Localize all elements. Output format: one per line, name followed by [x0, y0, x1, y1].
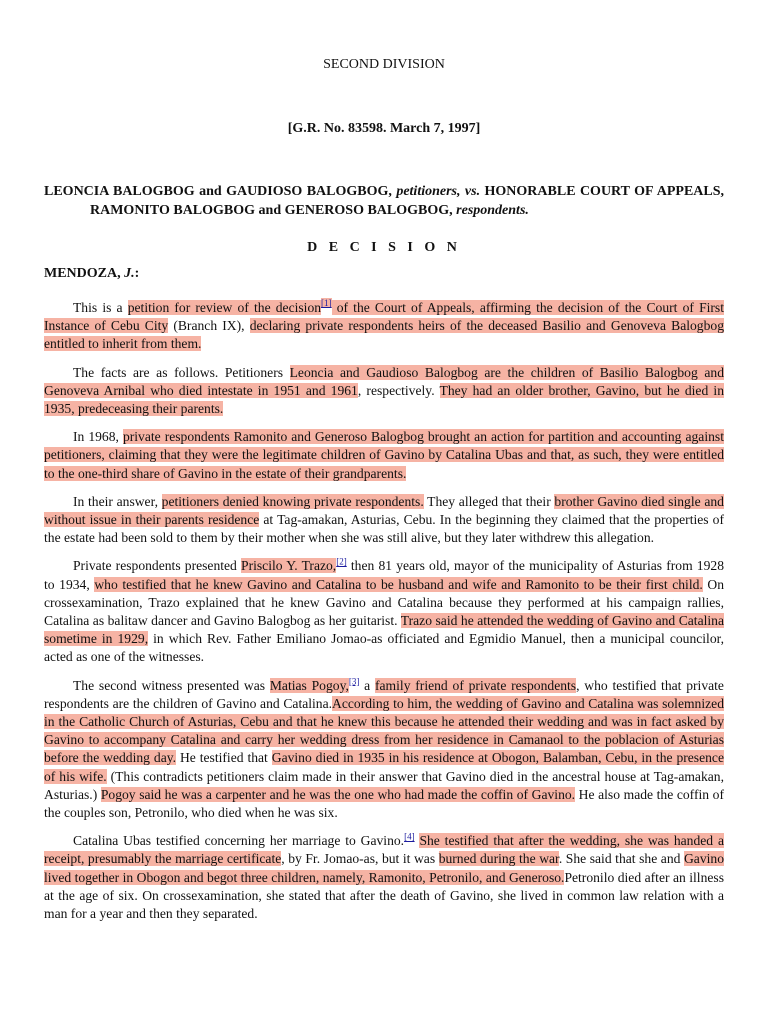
paragraph-text: On crossexamination, Trazo explained that he knew Gavino and Catalina because they performed at his campaign rallies, Catalina as balitaw dancer and Gavino Balogbog as her guitarist.: [44, 576, 724, 629]
petitioners-names: LEONCIA BALOGBOG and GAUDIOSO BALOGBOG,: [44, 184, 392, 199]
decision-heading: D E C I S I O N: [307, 240, 461, 255]
highlighted-text: Gavino died in 1935 in his residence at Obogon, Balamban, Cebu, in the presence of his wife.: [44, 750, 724, 784]
highlighted-text: According to him, the wedding of Gavino and Catalina was solemnized in the Catholic Church of Asturias, Cebu and that he knew this because he attended their wedding and was in fact asked by Gavino to accompany Catalina and carry her wedding dress from her residence in Camanaol to the poblacion of Asturias before the wedding day.: [44, 695, 724, 766]
decision-paragraph: [44, 428, 724, 483]
highlighted-text: Leoncia and Gaudioso Balogbog are the children of Basilio Balogbog and Genoveva Arnibal who died intestate in 1951 and 1961: [44, 364, 724, 398]
highlighted-text: burned during the war: [438, 851, 559, 867]
paragraph-text: (Branch IX),: [168, 318, 250, 334]
highlighted-text: family friend of private respondents: [375, 677, 577, 693]
paragraph-text: In their answer,: [73, 493, 162, 509]
paragraph-text: The second witness presented was: [73, 677, 270, 693]
case-number: [G.R. No. 83598. March 7, 1997]: [287, 121, 481, 136]
footnote-link[interactable]: [4]: [404, 831, 415, 842]
paragraph-text: , by Fr. Jomao-as, but it was: [281, 851, 439, 867]
paragraph-text: , respectively.: [357, 382, 440, 398]
petitioners-role: petitioners,: [396, 184, 461, 199]
document-page: [44, 54, 724, 923]
ponente: [44, 264, 724, 284]
paragraph-text: Private respondents presented: [73, 558, 242, 574]
decision-paragraph: [44, 299, 724, 354]
paragraph-text: In 1968,: [73, 429, 123, 445]
footnote-link[interactable]: [3]: [348, 676, 360, 687]
ponente-name: MENDOZA,: [44, 266, 121, 281]
paragraph-text: He also made the coffin of the couples son, Petronilo, who died when he was six.: [44, 786, 724, 821]
paragraph-text: Catalina Ubas testified concerning her marriage to Gavino.: [73, 833, 405, 849]
highlighted-text: Matias Pogoy,: [269, 677, 349, 693]
highlighted-text: Priscilo Y. Trazo,: [241, 558, 337, 574]
decision-paragraph: [44, 677, 724, 823]
versus-label: vs.: [464, 184, 481, 199]
highlighted-text: petition for review of the decision: [127, 300, 322, 315]
highlighted-text: Trazo said he attended the wedding of Gavino and Catalina sometime in 1929,: [44, 613, 724, 647]
paragraph-text: They alleged that their: [423, 493, 555, 509]
paragraph-text: This is a: [73, 300, 128, 315]
highlighted-text: Gavino lived together in Obogon and begot three children, namely, Ramonito, Petronilo, and Generoso.: [44, 851, 725, 885]
footnote-link[interactable]: [1]: [321, 298, 332, 309]
highlighted-text: private respondents Ramonito and Generoso Balogbog brought an action for partition and accounting against petitioners, claiming that they were the legitimate children of Gavino by Catalina Ubas and that, as such, they were entitled to the one-third share of Gavino in the estate of their grandparents.: [44, 429, 724, 481]
paragraph-text: in which Rev. Father Emiliano Jomao-as officiated and Egmidio Manuel, then a municipal councilor, acted as one of the witnesses.: [44, 631, 725, 665]
decision-body: [44, 299, 724, 923]
highlighted-text: She testified that after the wedding, she was handed a receipt, presumably the marriage certificate: [44, 833, 724, 867]
decision-paragraph: [44, 493, 724, 548]
paragraph-text: a: [359, 677, 375, 693]
highlighted-text: who testified that he knew Gavino and Catalina to be husband and wife and Ramonito to be their first child.: [94, 576, 703, 592]
decision-paragraph: [44, 364, 724, 419]
respondents-names: HONORABLE COURT OF APPEALS, RAMONITO BALOGBOG and GENEROSO BALOGBOG,: [90, 184, 725, 218]
paragraph-text: . She said that she and: [558, 851, 684, 867]
paragraph-text: Petronilo died after an illness at the age of six. On crossexamination, she stated that after the death of Gavino, she lived in common law relation with a man for a year and then they separated.: [44, 869, 724, 922]
paragraph-text: He testified that: [176, 750, 272, 766]
paragraph-text: (This contradicts petitioners claim made in their answer that Gavino died in the ancestral house at Tag-amakan, Asturias.): [44, 768, 724, 802]
paragraph-text: then 81 years old, mayor of the municipality of Asturias from 1928 to 1934,: [44, 558, 724, 592]
footnote-link[interactable]: [2]: [336, 556, 347, 567]
highlighted-text: petitioners denied knowing private respondents.: [161, 493, 424, 509]
paragraph-text: at Tag-amakan, Asturias, Cebu. In the beginning they claimed that the properties of the estate had been sold to them by their mother when she was still alive, but they later withdrew this allegation.: [44, 512, 724, 546]
respondents-role: respondents.: [456, 203, 529, 218]
highlighted-text: Pogoy said he was a carpenter and he was the one who had made the coffin of Gavino.: [100, 786, 576, 802]
decision-paragraph: [44, 832, 724, 923]
highlighted-text: brother Gavino died single and without issue in their parents residence: [44, 493, 724, 528]
paragraph-text: The facts are as follows. Petitioners: [73, 364, 290, 380]
highlighted-text: of the Court of Appeals, affirming the decision of the Court of First Instance of Cebu City: [44, 300, 724, 334]
case-parties: [44, 182, 724, 220]
highlighted-text: They had an older brother, Gavino, but he died in 1935, predeceasing their parents.: [44, 382, 725, 417]
decision-paragraph: [44, 557, 724, 666]
ponente-title: J.: [124, 266, 135, 281]
paragraph-text: , who testified that private respondents are the children of Gavino and Catalina.: [44, 677, 724, 711]
highlighted-text: declaring private respondents heirs of the deceased Basilio and Genoveva Balogbog entitled to inherit from them.: [44, 318, 724, 352]
division-heading: SECOND DIVISION: [323, 57, 445, 72]
ponente-suffix: :: [134, 266, 140, 281]
